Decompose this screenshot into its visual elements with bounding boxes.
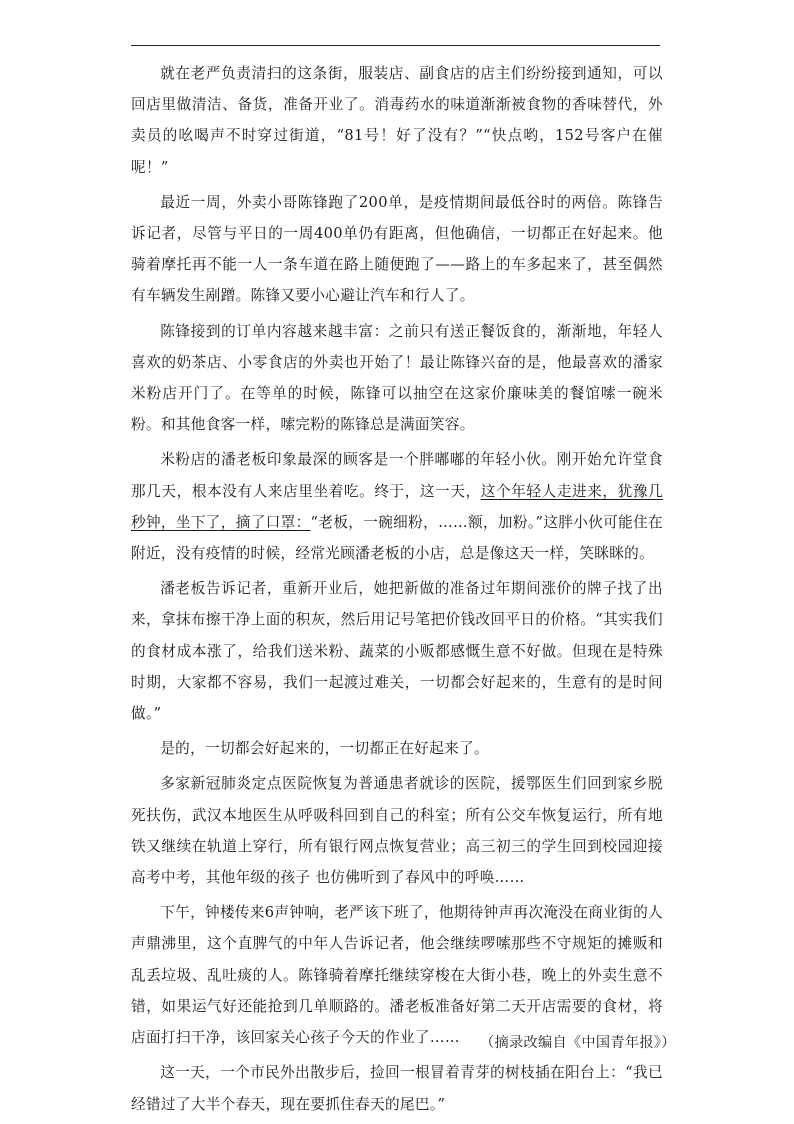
paragraph-8: 下午，钟楼传来6声钟响，老严该下班了，他期待钟声再次淹没在商业街的人声鼎沸里，这个直脾气的中年人告诉记者，他会继续啰嗦那些不守规矩的摊贩和乱丢垃圾、乱吐痰的人。陈锋骑着摩托继续穿梭在大街小巷，晚上的外卖生意不错，如果运气好还能抢到几单顺路的。潘老板准备好第二天开店需要的食材，将店面打扫干净，该回家关心孩子今天的作业了…… <box>131 904 663 1047</box>
paragraph-4-after: “老板，一碗细粉，……额，加粉。”这胖小伙可能住在附近，没有疫情的时候，经常光顾潘老板的小店，总是像这天一样，笑眯眯的。 <box>131 513 663 563</box>
underlined-sentence: 这个年轻人走进来，犹豫几秒钟，坐下了，摘了口罩： <box>131 482 663 531</box>
paragraph-6: 是的，一切都会好起来的，一切都正在好起来了。 <box>160 740 489 758</box>
paragraph-7: 多家新冠肺炎定点医院恢复为普通患者就诊的医院，援鄂医生们回到家乡脱死扶伤，武汉本地医生从呼吸科回到自己的科室；所有公交车恢复运行，所有地铁又继续在轨道上穿行，所有银行网点恢复营业；高三初三的学生回到校园迎接高考中考，其他年级的孩子 也仿佛听到了春风中的呼唤…… <box>131 775 663 887</box>
article-body <box>131 58 663 1124</box>
paragraph-2: 最近一周，外卖小哥陈锋跑了200单，是疫情期间最低谷时的两倍。陈锋告诉记者，尽管与平日的一周400单仍有距离，但他确信，一切都正在好起来。他骑着摩托再不能一人一条车道在路上随便跑了——路上的车多起来了，甚至偶然有车辆发生剐蹭。陈锋又要小心避让汽车和行人了。 <box>131 193 663 305</box>
header-rule <box>131 45 660 46</box>
source-citation: （摘录改编自《中国青年报》） <box>480 1035 676 1051</box>
paragraph-5: 潘老板告诉记者，重新开业后，她把新做的准备过年期间涨价的牌子找了出来，拿抹布擦干净上面的积灰，然后用记号笔把价钱改回平日的价格。“其实我们的食材成本涨了，给我们送米粉、蔬菜的小贩都感慨生意不好做。但现在是特殊时期，大家都不容易，我们一起渡过难关，一切都会好起来的，生意有的是时间做。” <box>131 580 663 723</box>
paragraph-1: 就在老严负责清扫的这条街，服装店、副食店的店主们纷纷接到通知，可以回店里做清洁、备货，准备开业了。消毒药水的味道渐渐被食物的香味替代，外卖员的吆喝声不时穿过街道，“81号！好了没有？”“快点哟，152号客户在催呢！” <box>131 65 663 176</box>
paragraph-9: 这一天，一个市民外出散步后，捡回一根冒着青芽的树枝插在阳台上：“我已经错过了大半个春天，现在要抓住春天的尾巴。” <box>131 1064 663 1113</box>
paragraph-4 <box>131 444 663 569</box>
paragraph-3: 陈锋接到的订单内容越来越丰富：之前只有送正餐饭食的，渐渐地，年轻人喜欢的奶茶店、小零食店的外卖也开始了！最让陈锋兴奋的是，他最喜欢的潘家米粉店开门了。在等单的时候，陈锋可以抽空在这家价廉味美的餐馆嗦一碗米粉。和其他食客一样，嗦完粉的陈锋总是满面笑容。 <box>131 322 663 434</box>
paragraph-4-before: 米粉店的潘老板印象最深的顾客是一个胖嘟嘟的年轻小伙。刚开始允许堂食那几天，根本没有人来店里坐着吃。终于，这一天， <box>131 451 663 500</box>
